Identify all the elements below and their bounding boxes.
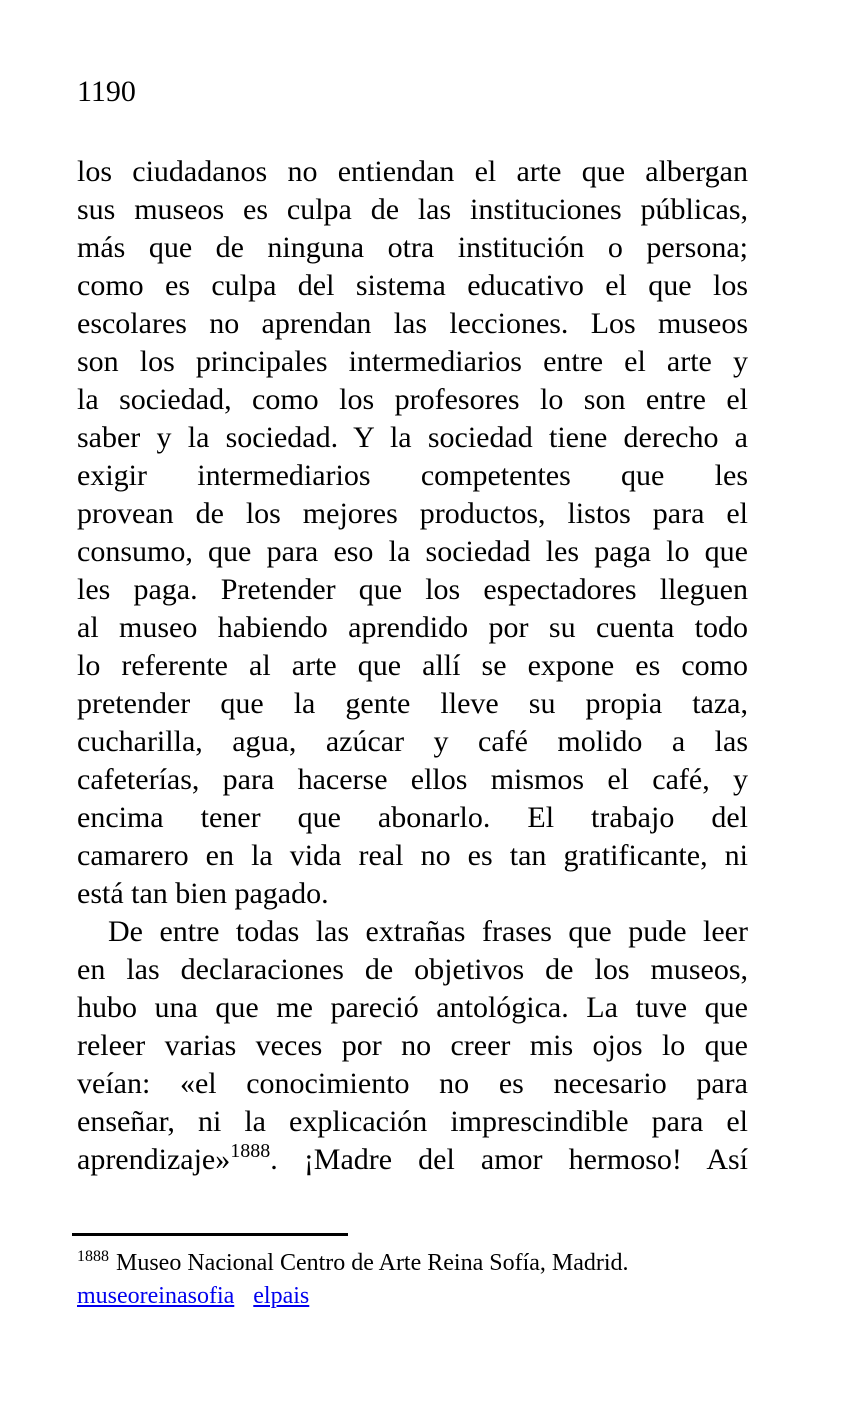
footnote-link-museoreinasofia[interactable]: museoreinasofia: [77, 1283, 235, 1309]
text-line: De entre todas las extrañas frases que pude leer: [108, 915, 748, 948]
text-line: saber y la sociedad. Y la sociedad tiene derecho a: [77, 421, 748, 454]
text-line: veían: «el conocimiento no es necesario para: [77, 1067, 748, 1100]
text-line: los ciudadanos no entiendan el arte que albergan: [77, 155, 748, 188]
text-line: consumo, que para eso la sociedad les paga lo que: [77, 535, 748, 568]
text-line: lo referente al arte que allí se expone es como: [77, 649, 748, 682]
footnote-separator: [72, 1233, 348, 1236]
text-line: sus museos es culpa de las instituciones públicas,: [77, 193, 748, 226]
text-line: les paga. Pretender que los espectadores lleguen: [77, 573, 748, 606]
footnote-text-content: Museo Nacional Centro de Arte Reina Sofía, Madrid.: [116, 1250, 629, 1276]
text-line: escolares no aprendan las lecciones. Los museos: [77, 307, 748, 340]
text-line: cucharilla, agua, azúcar y café molido a las: [77, 725, 748, 758]
page-number: 1190: [77, 75, 136, 108]
text-line: encima tener que abonarlo. El trabajo del: [77, 801, 748, 834]
footnote-links: [77, 1280, 748, 1313]
footnote-link-elpais[interactable]: elpais: [253, 1283, 310, 1309]
text-line: en las declaraciones de objetivos de los museos,: [77, 953, 748, 986]
text-line: pretender que la gente lleve su propia taza,: [77, 687, 748, 720]
text-line: enseñar, ni la explicación imprescindible para el: [77, 1105, 748, 1138]
text-line: al museo habiendo aprendido por su cuenta todo: [77, 611, 748, 644]
text-line: son los principales intermediarios entre el arte y: [77, 345, 748, 378]
footnote-ref[interactable]: 1888: [230, 1140, 271, 1162]
text-line: como es culpa del sistema educativo el que los: [77, 269, 748, 302]
text-line: exigir intermediarios competentes que les: [77, 459, 748, 492]
text-line: más que de ninguna otra institución o persona;: [77, 231, 748, 264]
text-line: releer varias veces por no creer mis ojos lo que: [77, 1029, 748, 1062]
footnote-section: [77, 1233, 748, 1313]
footnote-marker: 1888: [77, 1248, 109, 1265]
text-line: aprendizaje»$^{1888}$. ¡Madre del amor hermoso! Así: [77, 1140, 748, 1176]
body-text: [77, 153, 748, 1179]
text-line: hubo una que me pareció antológica. La tuve que: [77, 991, 748, 1024]
text-line: provean de los mejores productos, listos para el: [77, 497, 748, 530]
text-line: cafeterías, para hacerse ellos mismos el café, y: [77, 763, 748, 796]
footnote-text: [77, 1247, 748, 1280]
text-line: está tan bien pagado.: [77, 877, 329, 910]
text-line: la sociedad, como los profesores lo son entre el: [77, 383, 748, 416]
text-line: camarero en la vida real no es tan gratificante, ni: [77, 839, 748, 872]
